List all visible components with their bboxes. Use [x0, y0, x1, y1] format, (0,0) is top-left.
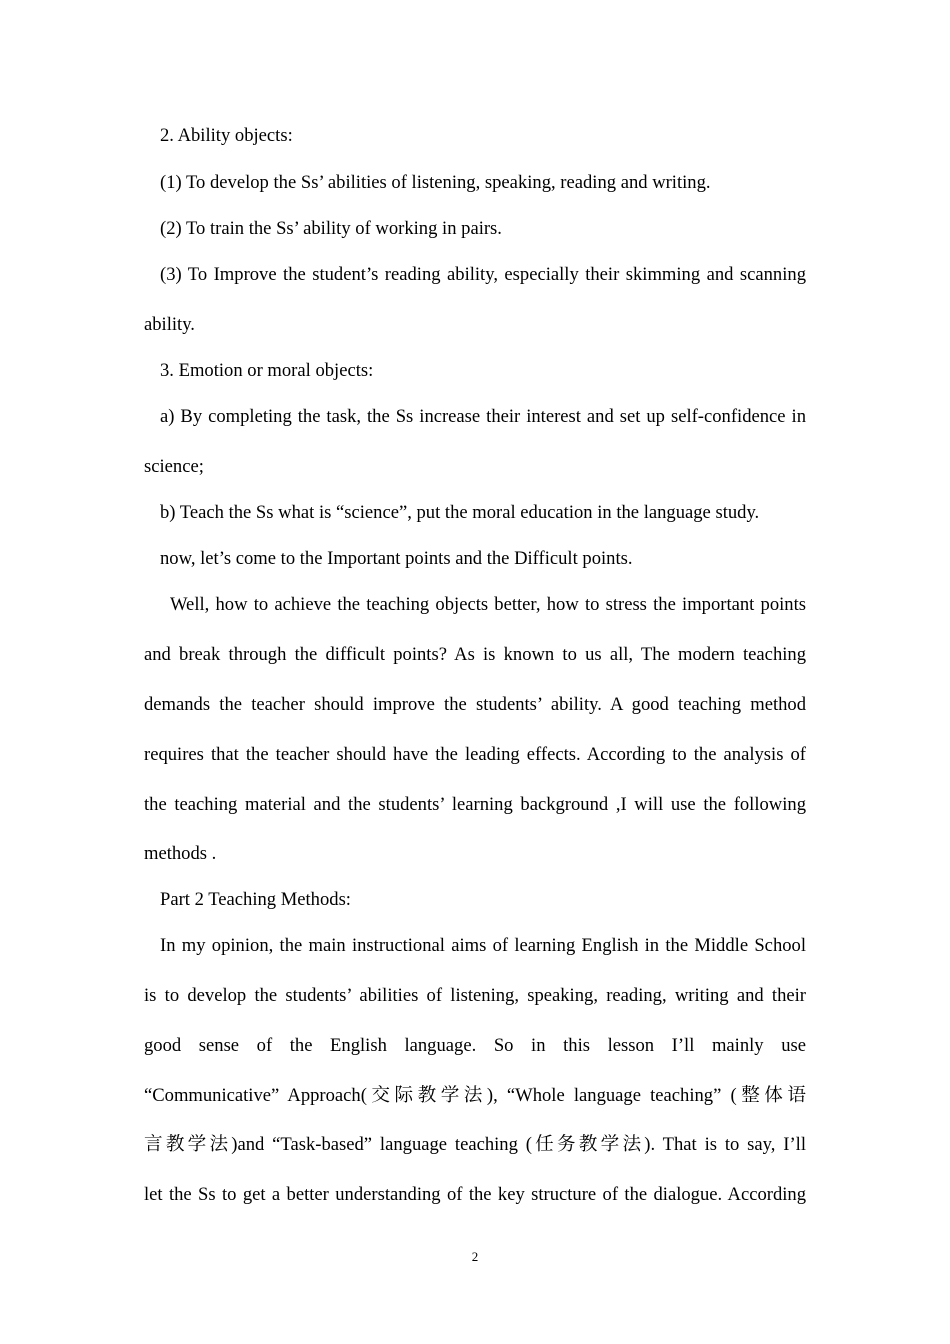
heading-teaching-methods: Part 2 Teaching Methods:: [160, 889, 351, 910]
text-line: now, let’s come to the Important points and the Difficult points.: [160, 548, 633, 569]
text-line: (2) To train the Ss’ ability of working in pairs.: [160, 218, 502, 239]
text-line: methods .: [144, 843, 217, 864]
text-line: requires that the teacher should have the leading effects. According to the analysis of: [144, 744, 806, 765]
text-line: “Communicative” Approach(交际教学法), “Whole language teaching” (整体语: [144, 1085, 806, 1106]
heading-emotion-objects: 3. Emotion or moral objects:: [160, 360, 374, 381]
text-line: Well, how to achieve the teaching objects better, how to stress the important points: [170, 594, 806, 615]
text-line: is to develop the students’ abilities of listening, speaking, reading, writing and their: [144, 985, 806, 1006]
text-line: ability.: [144, 314, 195, 335]
text-line: demands the teacher should improve the students’ ability. A good teaching method: [144, 694, 806, 715]
text-line: b) Teach the Ss what is “science”, put the moral education in the language study.: [160, 502, 760, 523]
text-line: a) By completing the task, the Ss increase their interest and set up self-confidence in: [160, 406, 806, 427]
text-line: good sense of the English language. So in this lesson I’ll mainly use: [144, 1035, 806, 1056]
text-line: (1) To develop the Ss’ abilities of listening, speaking, reading and writing.: [160, 172, 711, 193]
page-number: 2: [471, 1249, 479, 1264]
text-line: science;: [144, 456, 204, 477]
text-line: and break through the difficult points? As is known to us all, The modern teaching: [144, 644, 806, 665]
text-line: let the Ss to get a better understanding of the key structure of the dialogue. According: [144, 1184, 806, 1205]
heading-ability-objects: 2. Ability objects:: [160, 125, 293, 146]
text-line: 言教学法)and “Task-based” language teaching (任务教学法). That is to say, I’ll: [144, 1134, 806, 1155]
text-line: the teaching material and the students’ learning background ,I will use the following: [144, 794, 806, 815]
text-line: (3) To Improve the student’s reading ability, especially their skimming and scanning: [160, 264, 806, 285]
text-line: In my opinion, the main instructional aims of learning English in the Middle School: [160, 935, 806, 956]
